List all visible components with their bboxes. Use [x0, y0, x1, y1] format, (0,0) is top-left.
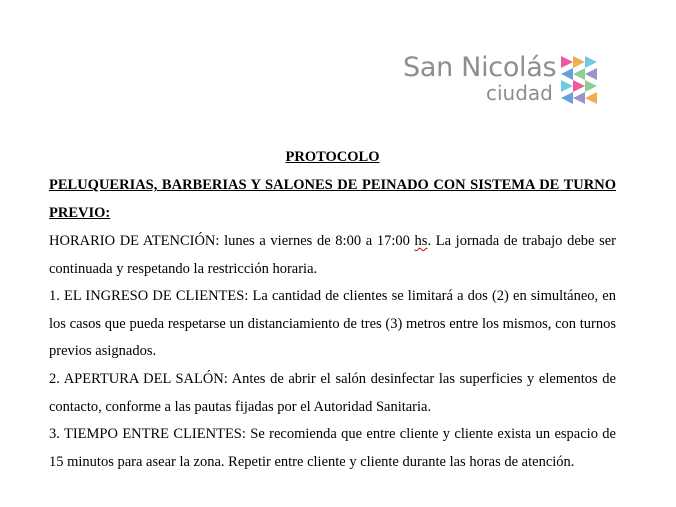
- logo-mark-segment: [573, 68, 585, 80]
- paragraph-tiempo-entre-clientes: 3. TIEMPO ENTRE CLIENTES: Se recomienda que entre cliente y cliente exista un espacio de 15 minutos para asear la zona. Repetir entre cliente y cliente durante las horas de atención.: [49, 426, 616, 470]
- logo-mark-segment: [561, 92, 573, 104]
- logo-mark-segment: [561, 56, 573, 68]
- paragraph-horario: [49, 228, 616, 283]
- document-subtitle: PELUQUERIAS, BARBERIAS Y SALONES DE PEINADO CON SISTEMA DE TURNO PREVIO:: [49, 177, 616, 221]
- logo-mark-icon: [555, 52, 605, 112]
- logo-mark-segment: [585, 80, 597, 92]
- document-title: PROTOCOLO: [285, 149, 380, 165]
- paragraph-horario-text-start: HORARIO DE ATENCIÓN: lunes a viernes de 8:00 a 17:00: [49, 233, 415, 249]
- paragraph-horario-text-end: . La jornada de trabajo debe ser continuada y respetando la restricción horaria.: [49, 233, 616, 277]
- logo-mark-segment: [585, 92, 597, 104]
- logo-mark-segment: [585, 68, 597, 80]
- logo-mark-segment: [573, 56, 585, 68]
- logo-text-city-name: San Nicolás: [403, 52, 557, 83]
- san-nicolas-logo: [403, 52, 608, 112]
- spellcheck-flagged-word[interactable]: hs: [414, 233, 428, 249]
- logo-mark-segment: [573, 80, 585, 92]
- logo-mark-segment: [561, 80, 573, 92]
- paragraph-ingreso-clientes: 1. EL INGRESO DE CLIENTES: La cantidad de clientes se limitará a dos (2) en simultáneo, en los casos que pueda respetarse un distanciamiento de tres (3) metros entre los mismos, con turnos previos asignados.: [49, 288, 616, 359]
- logo-mark-segment: [585, 56, 597, 68]
- paragraph-apertura-salon: 2. APERTURA DEL SALÓN: Antes de abrir el salón desinfectar las superficies y elementos de contacto, conforme a las pautas fijadas por el Autoridad Sanitaria.: [49, 371, 616, 415]
- logo-text-ciudad: ciudad: [486, 81, 553, 105]
- logo-mark-segment: [561, 68, 573, 80]
- logo-mark-segment: [573, 92, 585, 104]
